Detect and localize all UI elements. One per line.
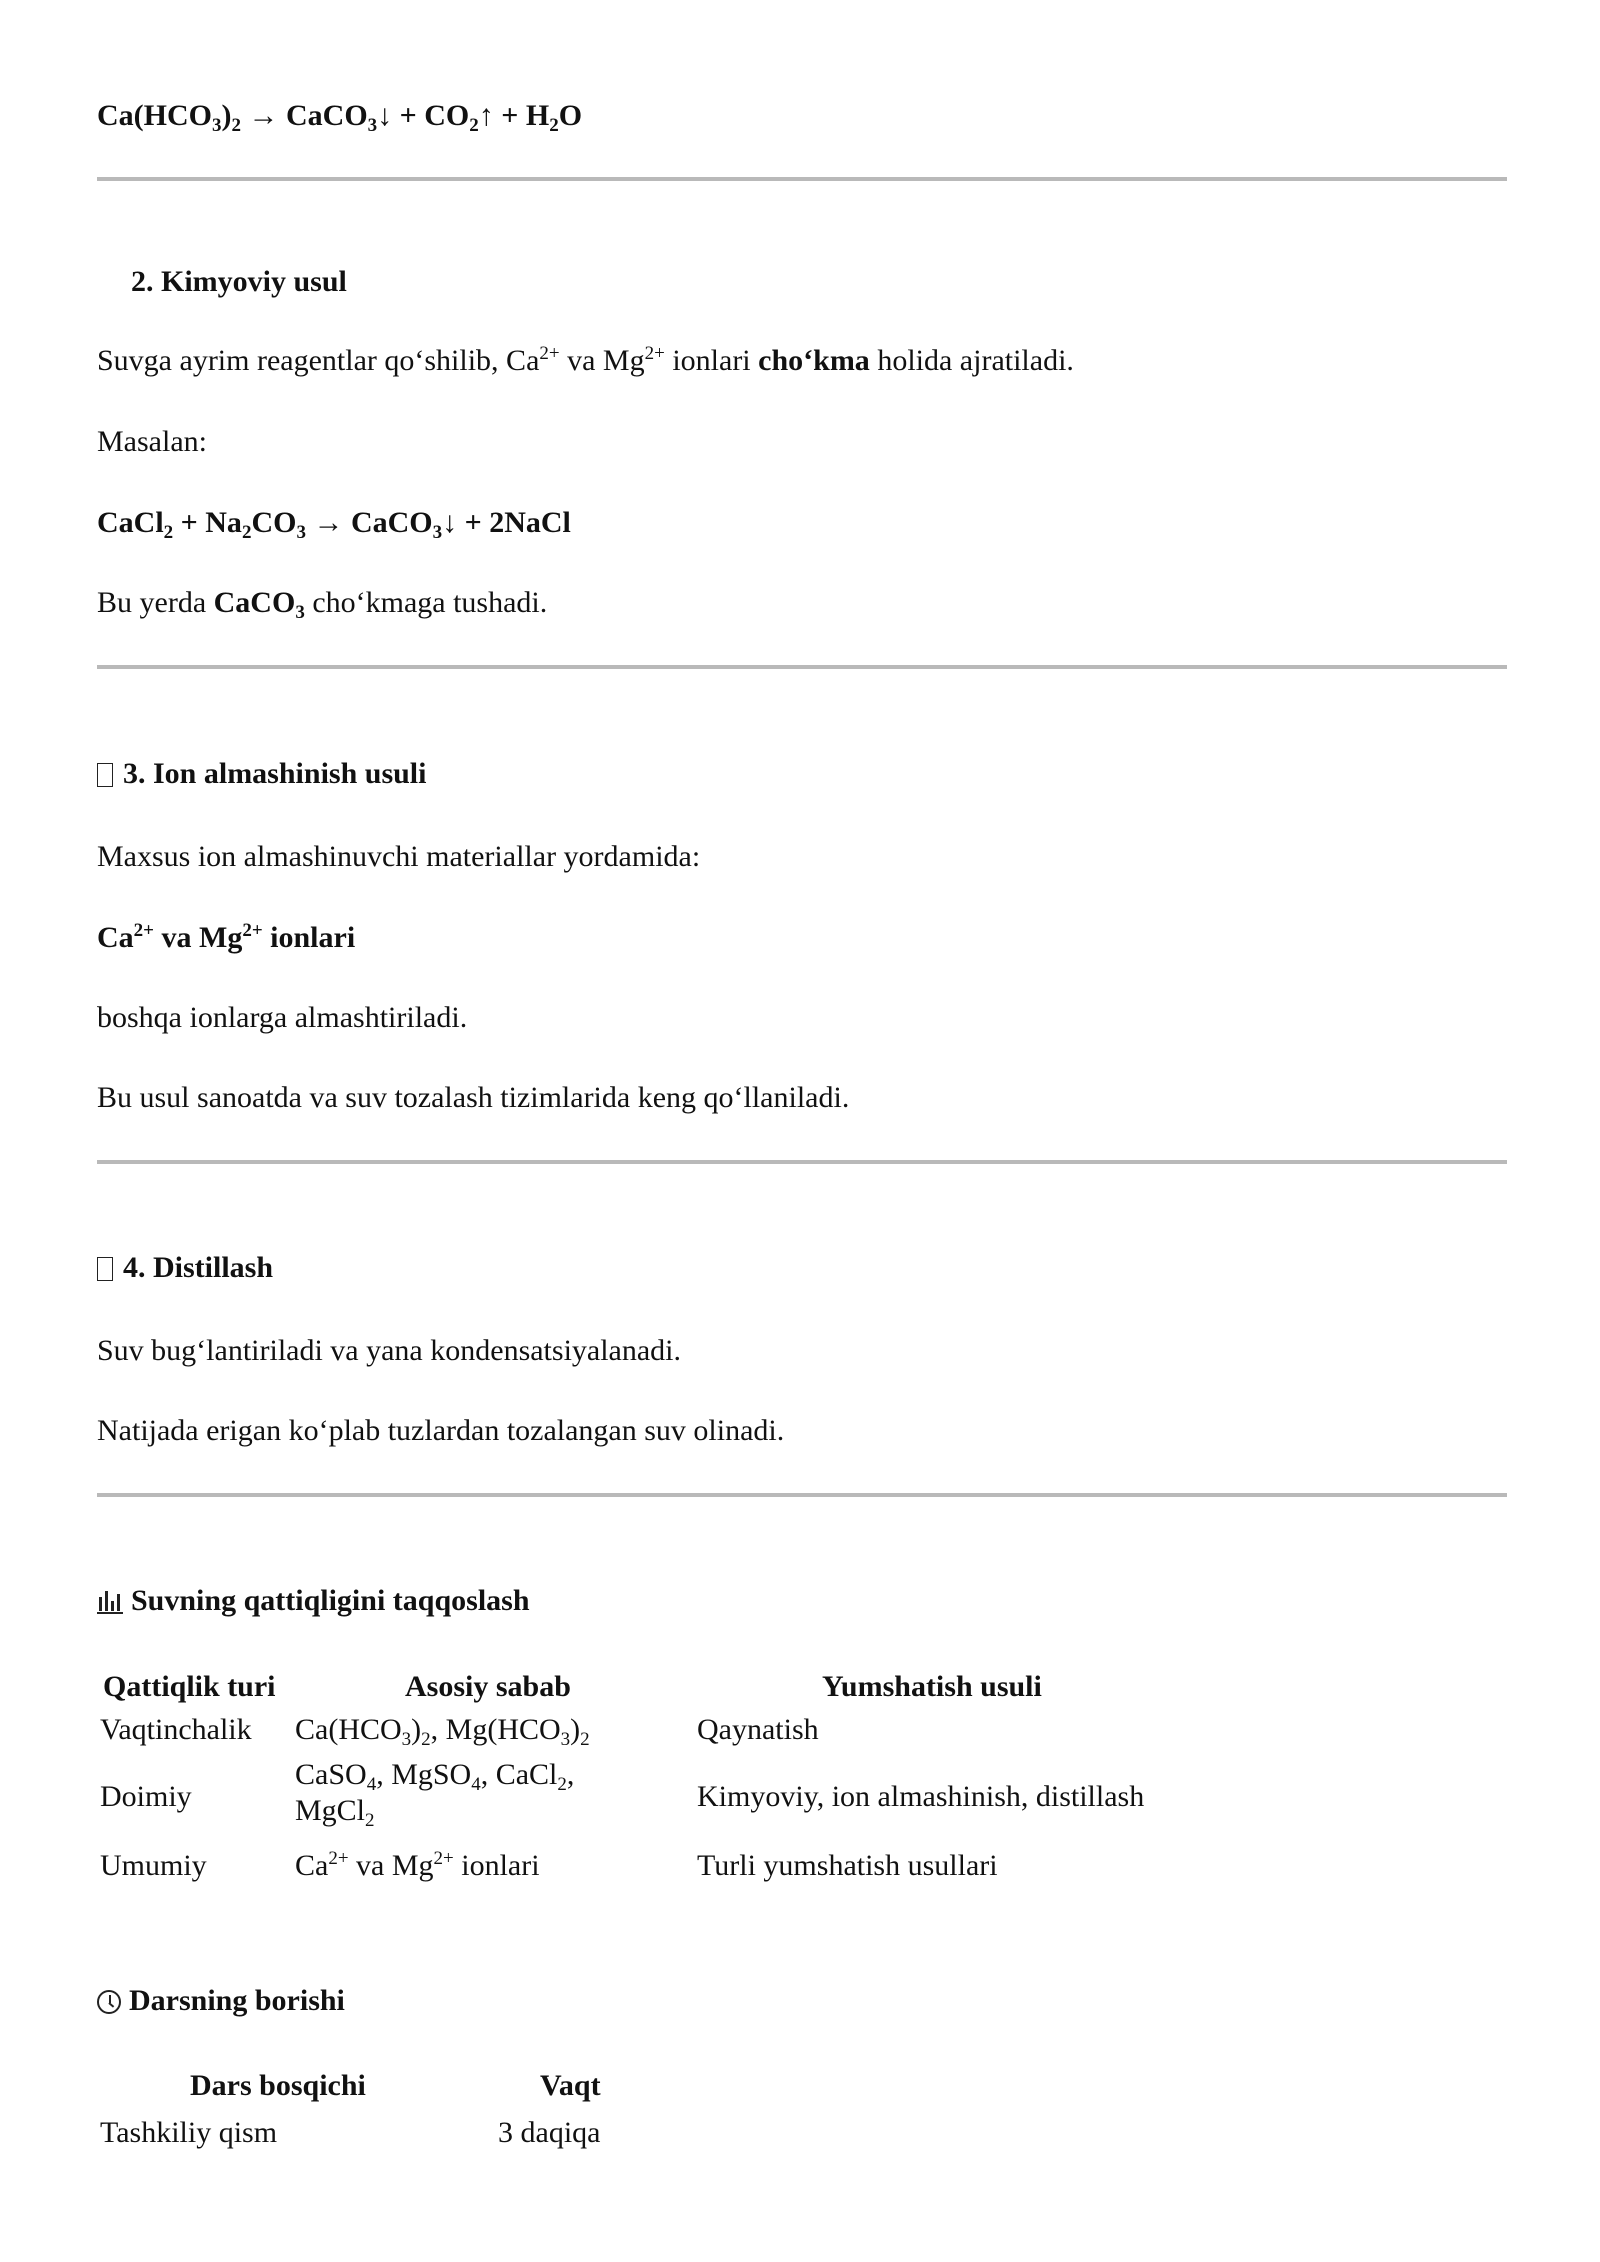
- paragraph-ion-exchange-intro: Maxsus ion almashinuvchi materiallar yordamida:: [97, 840, 701, 873]
- equation-decomposition: $Ca(HCO_3)_2$ → CaCO$_3$↓ + $CO_2↑ + H_2O$: [97, 99, 583, 136]
- table-cell: $Ca^{2+}$ va $Mg^{2+}$ ionlari: [295, 1848, 540, 1882]
- missing-glyph-icon: [97, 763, 113, 787]
- clock-icon: [97, 1990, 121, 2014]
- divider: [97, 177, 1507, 181]
- paragraph-precipitate-note: Bu yerda CaCO$_3$ cho‘kmaga tushadi.: [97, 586, 548, 623]
- table-cell: Doimiy: [100, 1780, 192, 1813]
- section-heading-ion-exchange: 3. Ion almashinish usuli: [97, 756, 426, 792]
- table-cell: CaSO$_4$, MgSO$_4$, CaCl$_2$, MgCl$_2$: [295, 1758, 575, 1831]
- paragraph-ions: $Ca^{2+}$ va $Mg^{2+}$ ionlari: [97, 920, 356, 954]
- table-cell: $Ca(HCO_3)_2$, $Mg(HCO_3)_2$: [295, 1713, 590, 1750]
- paragraph-ion-replacement: boshqa ionlarga almashtiriladi.: [97, 1001, 468, 1034]
- table-header: Dars bosqichi: [190, 2069, 366, 2102]
- missing-glyph-icon: [97, 1257, 113, 1281]
- table-cell: Tashkiliy qism: [100, 2116, 278, 2149]
- table-header: Asosiy sabab: [405, 1670, 571, 1703]
- divider: [97, 665, 1507, 669]
- paragraph-chemical-intro: Suvga ayrim reagentlar qo‘shilib, $Ca^{2+}$ va $Mg^{2+}$ ionlari cho‘kma holida ajratiladi.: [97, 343, 1074, 377]
- table-cell: Umumiy: [100, 1849, 207, 1882]
- table-cell: Kimyoviy, ion almashinish, distillash: [697, 1780, 1145, 1813]
- paragraph-industry-use: Bu usul sanoatda va suv tozalash tizimlarida keng qo‘llaniladi.: [97, 1081, 850, 1114]
- table-cell: Vaqtinchalik: [100, 1713, 252, 1746]
- table-header: Vaqt: [540, 2069, 601, 2102]
- section-heading-lesson: Darsning borishi: [97, 1983, 345, 2019]
- paragraph-example-label: Masalan:: [97, 425, 207, 458]
- divider: [97, 1160, 1507, 1164]
- table-cell: 3 daqiqa: [498, 2116, 601, 2149]
- section-heading-chemical-method: 2. Kimyoviy usul: [131, 265, 347, 298]
- table-header: Qattiqlik turi: [103, 1670, 276, 1703]
- section-heading-comparison: Suvning qattiqligini taqqoslash: [97, 1583, 530, 1619]
- paragraph-distillation-1: Suv bug‘lantiriladi va yana kondensatsiyalanadi.: [97, 1334, 682, 1367]
- table-header: Yumshatish usuli: [822, 1670, 1042, 1703]
- section-heading-distillation: 4. Distillash: [97, 1250, 273, 1286]
- paragraph-distillation-2: Natijada erigan ko‘plab tuzlardan tozalangan suv olinadi.: [97, 1414, 785, 1447]
- bar-chart-icon: [97, 1588, 123, 1614]
- equation-precipitation: CaCl$_2$ + $Na_2CO_3$ → CaCO$_3$↓ + 2NaCl: [97, 506, 571, 543]
- table-cell: Turli yumshatish usullari: [697, 1849, 998, 1882]
- table-cell: Qaynatish: [697, 1713, 819, 1746]
- divider: [97, 1493, 1507, 1497]
